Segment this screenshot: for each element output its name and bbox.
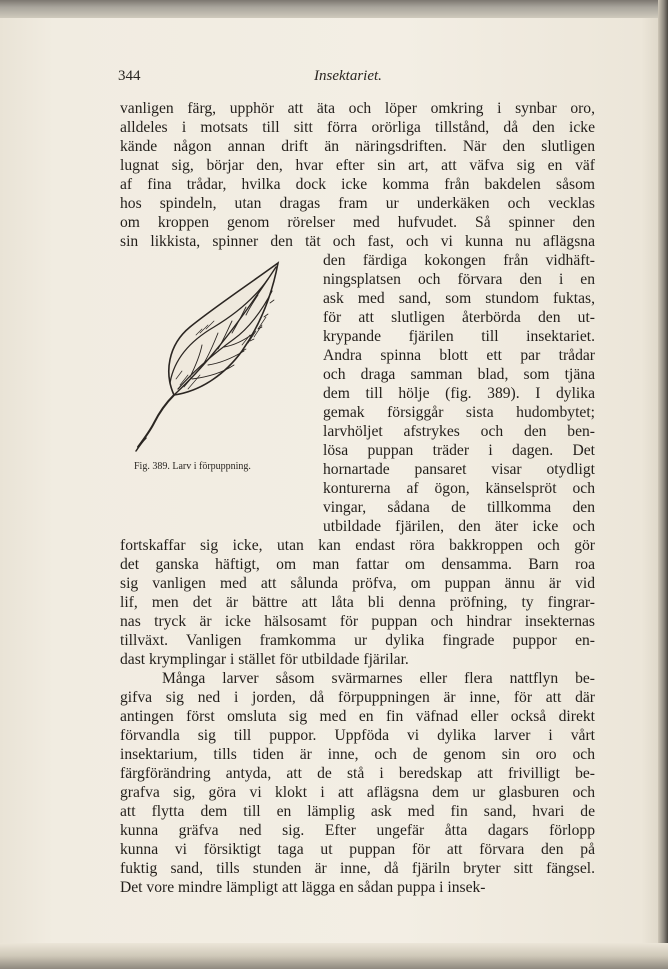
text-line: kände någon annan drift än näringsdriften. När den slutligen <box>120 138 595 155</box>
text-line: nas tryck är icke hälsosamt för puppan och hindrar insekternas <box>120 613 595 630</box>
text-line: larvhöljet afstrykes och den ben- <box>323 423 595 440</box>
text-line: antingen först omsluta sig med en fin väfnad eller också direkt <box>120 708 595 725</box>
text-line: dem till hölje (fig. 389). I dylika <box>323 385 595 402</box>
text-line: sin likkista, spinner den tät och fast, och vi kunna nu aflägsna <box>120 233 595 250</box>
text-line: lösa puppan träder i dagen. Det <box>323 442 595 459</box>
text-line: insektarium, tills tiden är inne, och de genom sin oro och <box>120 746 595 763</box>
text-line: den färdiga kokongen från vidhäft- <box>323 252 595 269</box>
text-line: vanligen färg, upphör att äta och löper omkring i synbar oro, <box>120 100 595 117</box>
text-line: ningsplatsen och förvara den i en <box>323 271 595 288</box>
text-line: att flytta dem till en lämplig ask med fin sand, hvari de <box>120 803 595 820</box>
text-line: Det vore mindre lämpligt att lägga en sådan puppa i insek- <box>120 879 486 896</box>
text-line: förvandla sig till puppor. Uppföda vi dylika larver i vårt <box>120 727 595 744</box>
text-line: sig vanligen med att sålunda pröfva, om puppan ännu är vid <box>120 575 595 592</box>
page-top-edge <box>0 0 668 18</box>
text-line: och draga samman blad, som tjäna <box>323 366 595 383</box>
text-line: Många larver såsom svärmarnes eller flera nattflyn be- <box>162 670 595 687</box>
text-line: af fina trådar, hvilka dock icke komma från bakdelen såsom <box>120 176 595 193</box>
text-line: kunna vi försiktigt taga ut puppan för att förvara den på <box>120 841 595 858</box>
running-head <box>118 68 596 88</box>
text-line: färgförändring antyda, att de stå i beredskap att frivilligt be- <box>120 765 595 782</box>
text-line: fortskaffar sig icke, utan kan endast röra bakkroppen och gör <box>120 537 595 554</box>
text-line: fuktig sand, tills stunden är inne, då fjäriln bryter sitt fängsel. <box>120 860 595 877</box>
page-right-edge <box>658 0 668 969</box>
text-line: hornartade pansaret visar otydligt <box>323 461 595 478</box>
text-line: kunna gräfva ned sig. Efter ungefär åtta dagars förlopp <box>120 822 595 839</box>
leaf-cocoon-illustration <box>130 255 290 460</box>
text-line: lugnat sig, börjar den, hvar efter sin art, att väfva sig en väf <box>120 157 595 174</box>
text-line: alldeles i motsats till sitt förra orörliga tillstånd, då den icke <box>120 119 595 136</box>
text-line: om kroppen genom rörelser med hufvudet. Så spinner den <box>120 214 595 231</box>
text-line: krypande fjärilen till insektariet. <box>323 328 595 345</box>
text-line: Andra spinna blott ett par trådar <box>323 347 595 364</box>
text-line: lif, men det är bättre att låta bli denna pröfning, ty fingrar- <box>120 594 595 611</box>
text-line: tillväxt. Vanligen framkomma ur dylika fingrade puppor en- <box>120 632 595 649</box>
page-number: 344 <box>118 68 141 84</box>
running-title: Insektariet. <box>314 68 382 84</box>
text-line: gifva sig ned i jorden, då förpuppningen är inne, för att där <box>120 689 595 706</box>
text-line: vingar, sådana de tillkomma den <box>323 499 595 516</box>
text-line: utbildade fjärilen, den äter icke och <box>323 518 595 535</box>
text-line: för att slutligen återbörda den ut- <box>323 309 595 326</box>
text-line: gemak försiggår sista hudombytet; <box>323 404 595 421</box>
text-line: grafva sig, göra vi klokt i att aflägsna dem ur glasburen och <box>120 784 595 801</box>
text-line: dast krymplingar i stället för utbildade fjärilar. <box>120 651 409 668</box>
figure-caption: Fig. 389. Larv i förpuppning. <box>134 461 251 472</box>
text-line: konturerna af ögon, känselspröt och <box>323 480 595 497</box>
text-line: ask med sand, som stundom fuktas, <box>323 290 595 307</box>
page-bottom-edge <box>0 943 668 969</box>
text-line: det ganska häftigt, om man fattar om densamma. Barn roa <box>120 556 595 573</box>
text-line: hos spindeln, utan dragas fram ur underkäken och vecklas <box>120 195 595 212</box>
